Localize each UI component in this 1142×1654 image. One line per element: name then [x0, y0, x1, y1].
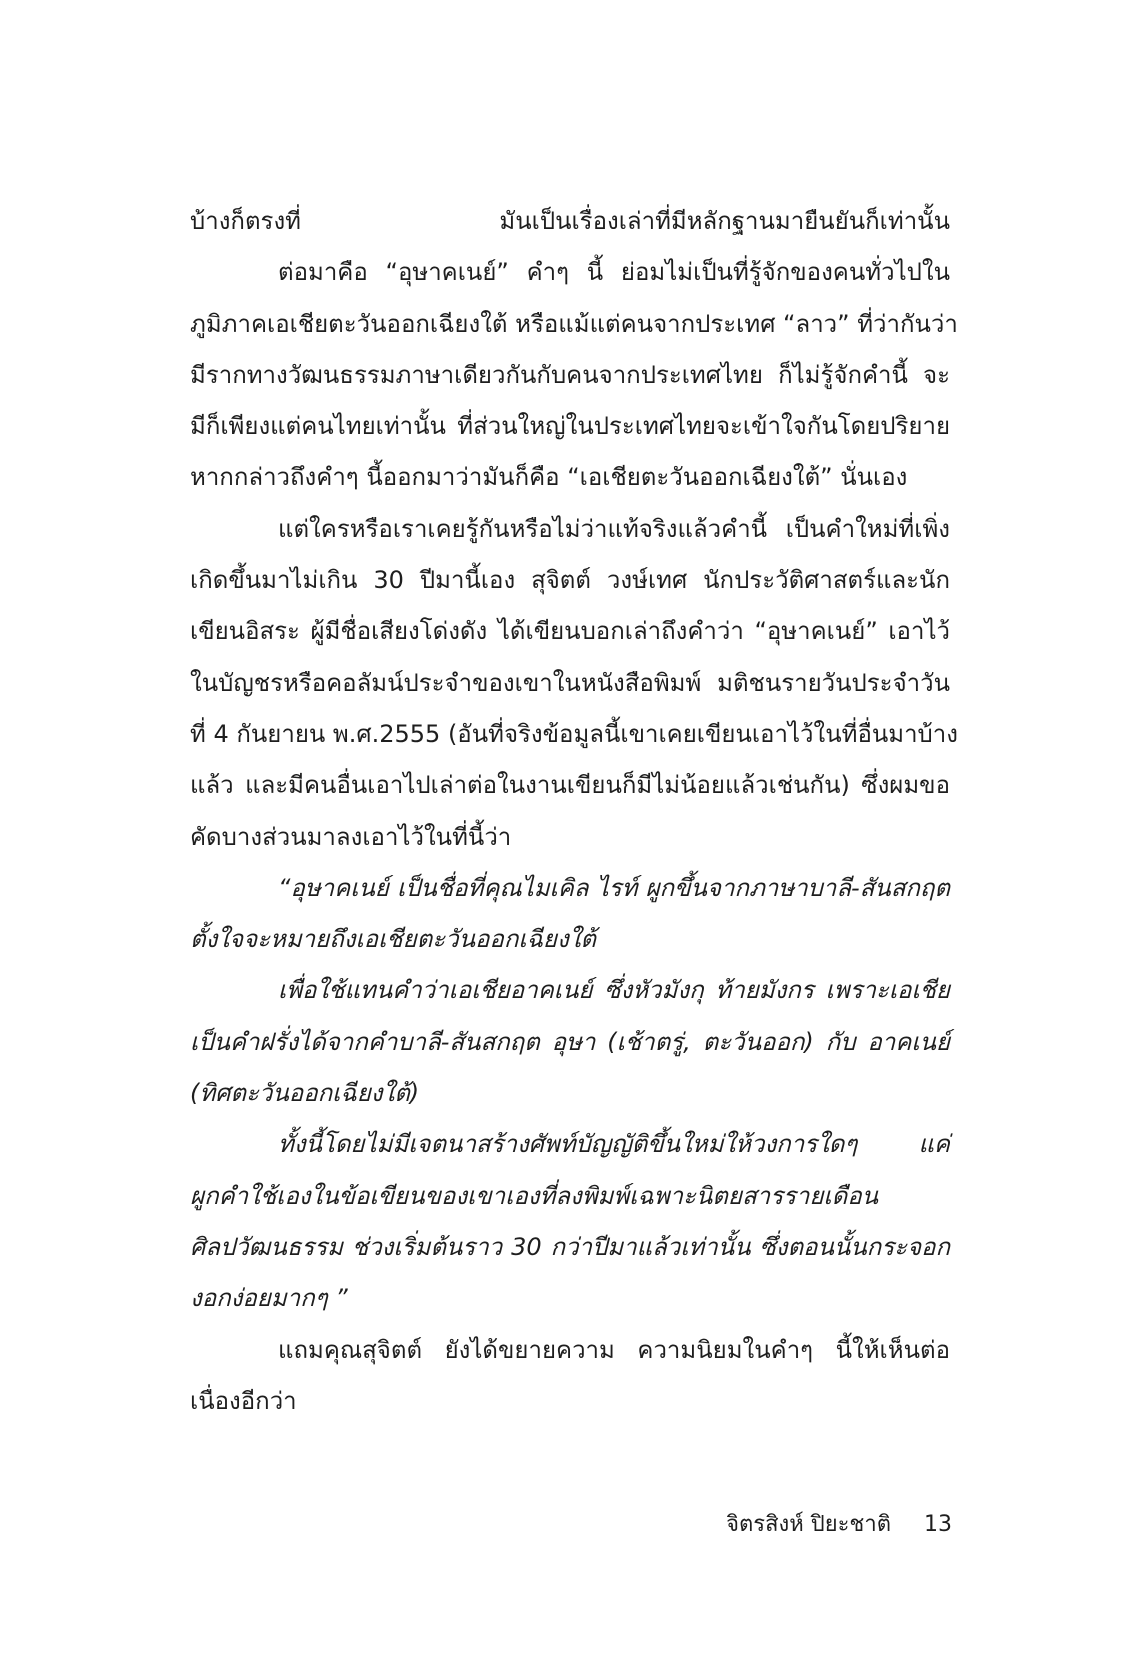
text-line: มีรากทางวัฒนธรรมภาษาเดียวกันกับคนจากประเทศไทย ก็ไม่รู้จักคำนี้ จะ — [190, 360, 950, 389]
text-line: ในบัญชรหรือคอลัมน์ประจำของเขาในหนังสือพิมพ์ มติชนรายวันประจำวัน — [190, 668, 950, 697]
text-line: ที่ 4 กันยายน พ.ศ.2555 (อันที่จริงข้อมูลนี้เขาเคยเขียนเอาไว้ในที่อื่นมาบ้าง — [190, 719, 958, 748]
quote-line: ทั้งนี้โดยไม่มีเจตนาสร้างศัพท์บัญญัติขึ้นใหม่ให้วงการใดๆ แค่ — [278, 1130, 950, 1159]
quote-line: (ทิศตะวันออกเฉียงใต้) — [190, 1079, 420, 1108]
quote-line: เพื่อใช้แทนคำว่าเอเชียอาคเนย์ ซึ่งหัวมังกุ ท้ายมังกร เพราะเอเชีย — [278, 976, 950, 1005]
text-line: เขียนอิสระ ผู้มีชื่อเสียงโด่งดัง ได้เขียนบอกเล่าถึงคำว่า “อุษาคเนย์” เอาไว้ — [190, 617, 950, 646]
body-text — [190, 196, 958, 1427]
paragraph-start-line: ต่อมาคือ “อุษาคเนย์” คำๆ นี้ ย่อมไม่เป็นที่รู้จักของคนทั่วไปใน — [278, 258, 950, 287]
page-number: 13 — [924, 1512, 952, 1537]
text-line: เกิดขึ้นมาไม่เกิน 30 ปีมานี้เอง สุจิตต์ วงษ์เทศ นักประวัติศาสตร์และนัก — [190, 566, 950, 595]
text-line: หากกล่าวถึงคำๆ นี้ออกมาว่ามันก็คือ “เอเชียตะวันออกเฉียงใต้” นั่นเอง — [190, 463, 908, 492]
paragraph-start-line: แถมคุณสุจิตต์ ยังได้ขยายความ ความนิยมในคำๆ นี้ให้เห็นต่อ — [278, 1335, 950, 1364]
quote-line: ตั้งใจจะหมายถึงเอเชียตะวันออกเฉียงใต้ — [190, 925, 596, 954]
paragraph-start-line: แต่ใครหรือเราเคยรู้กันหรือไม่ว่าแท้จริงแล้วคำนี้ เป็นคำใหม่ที่เพิ่ง — [278, 514, 950, 543]
text-line: เนื่องอีกว่า — [190, 1386, 297, 1415]
quote-line: งอกง่อยมากๆ ” — [190, 1284, 348, 1313]
quote-line: “อุษาคเนย์ เป็นชื่อที่คุณไมเคิล ไรท์ ผูกขึ้นจากภาษาบาลี-สันสกฤต — [278, 873, 950, 902]
text-line: มีก็เพียงแต่คนไทยเท่านั้น ที่ส่วนใหญ่ในประเทศไทยจะเข้าใจกันโดยปริยาย — [190, 412, 950, 441]
text-line: แล้ว และมีคนอื่นเอาไปเล่าต่อในงานเขียนก็มีไม่น้อยแล้วเช่นกัน) ซึ่งผมขอ — [190, 771, 950, 800]
text-line: คัดบางส่วนมาลงเอาไว้ในที่นี้ว่า — [190, 822, 512, 851]
page-footer — [726, 1510, 952, 1540]
text-line: ภูมิภาคเอเชียตะวันออกเฉียงใต้ หรือแม้แต่คนจากประเทศ “ลาว” ที่ว่ากันว่า — [190, 309, 958, 338]
quote-line: เป็นคำฝรั่งได้จากคำบาลี-สันสกฤต อุษา (เช้าตรู่, ตะวันออก) กับ อาคเนย์ — [190, 1027, 950, 1056]
quote-line: ศิลปวัฒนธรรม ช่วงเริ่มต้นราว 30 กว่าปีมาแล้วเท่านั้น ซึ่งตอนนั้นกระจอก — [190, 1232, 950, 1261]
text-line: บ้างก็ตรงที่ มันเป็นเรื่องเล่าที่มีหลักฐานมายืนยันก็เท่านั้น — [190, 207, 950, 235]
quote-line: ผูกคำใช้เองในข้อเขียนของเขาเองที่ลงพิมพ์เฉพาะนิตยสารรายเดือน — [190, 1181, 879, 1210]
footer-author: จิตรสิงห์ ปิยะชาติ — [726, 1512, 891, 1537]
